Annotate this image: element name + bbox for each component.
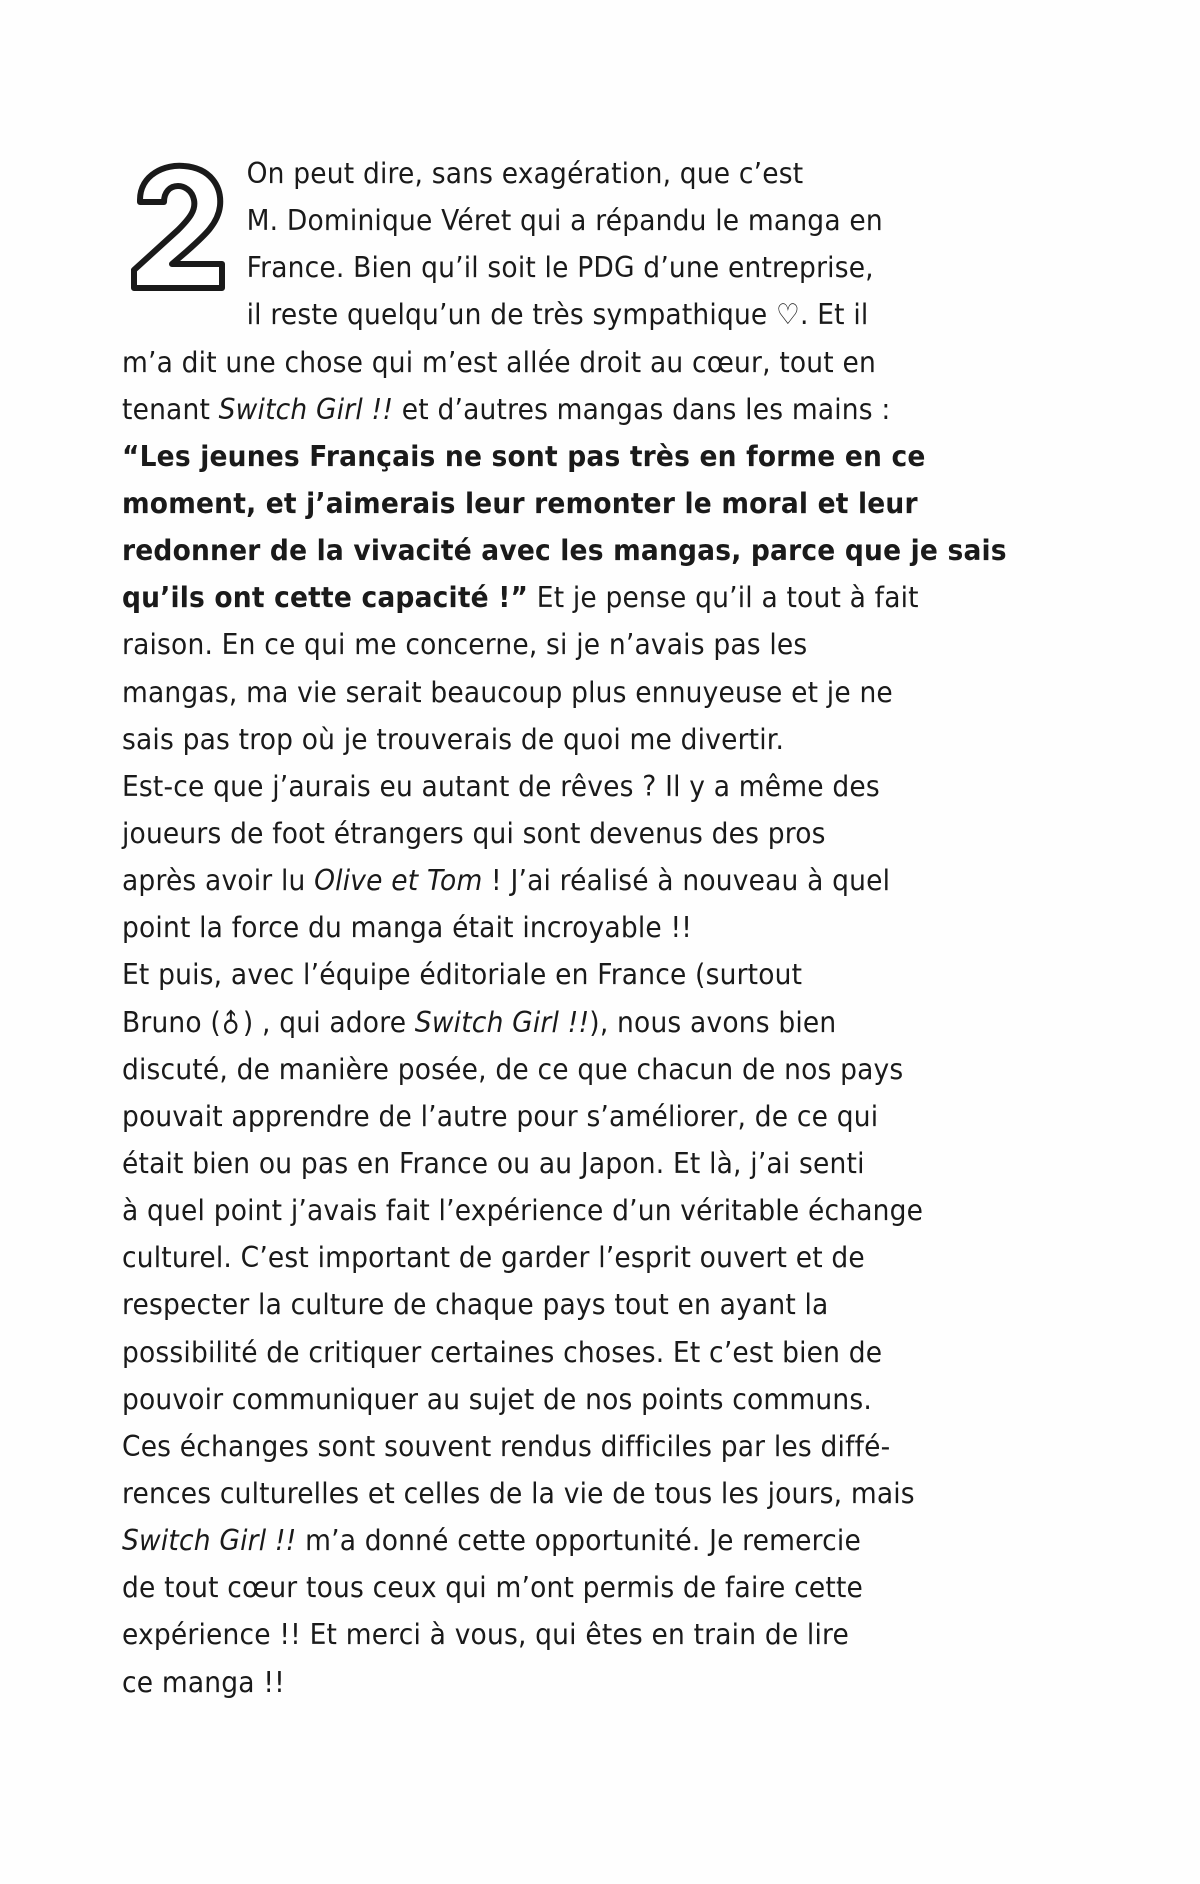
bold-quote-text: qu’ils ont cette capacité !”: [122, 581, 529, 615]
text-line: [122, 1659, 1033, 1706]
italic-title-text: Switch Girl !!: [414, 1005, 590, 1039]
text-run: m’a donné cette opportunité. Je remercie: [296, 1524, 861, 1558]
text-run: Et je pense qu’il a tout à fait: [528, 581, 919, 615]
heart-icon: ♡: [776, 298, 800, 332]
text-run: rences culturelles et celles de la vie de tous les jours, mais: [122, 1476, 915, 1510]
text-line: [122, 669, 1033, 716]
text-line: [122, 1093, 1033, 1140]
text-line: [122, 1234, 1033, 1281]
text-line: [122, 1281, 1033, 1328]
text-line: [122, 1046, 1033, 1093]
text-line: [122, 621, 1033, 668]
text-line: [122, 291, 1033, 338]
text-run: ce manga !!: [122, 1665, 285, 1699]
text-line: [122, 810, 1033, 857]
text-run: France. Bien qu’il soit le PDG d’une entreprise,: [246, 251, 874, 285]
text-line: [122, 339, 1033, 386]
text-run: Bruno (: [122, 1005, 221, 1039]
bold-quote-text: redonner de la vivacité avec les mangas, parce que je sais: [122, 534, 1007, 568]
text-run: pouvait apprendre de l’autre pour s’améliorer, de ce qui: [122, 1099, 879, 1133]
text-line: [122, 1517, 1033, 1564]
text-line: [122, 527, 1033, 574]
text-run: tenant: [122, 392, 219, 426]
text-run: pouvoir communiquer au sujet de nos points communs.: [122, 1382, 873, 1416]
text-line: [122, 197, 1033, 244]
bold-quote-text: “Les jeunes Français ne sont pas très en forme en ce: [122, 439, 926, 473]
text-line: [122, 716, 1033, 763]
text-run: m’a dit une chose qui m’est allée droit au cœur, tout en: [122, 345, 876, 379]
text-run: Est-ce que j’aurais eu autant de rêves ? Il y a même des: [122, 769, 880, 803]
text-run: après avoir lu: [122, 864, 315, 898]
text-run: M. Dominique Véret qui a répandu le manga en: [246, 204, 883, 238]
text-line: [122, 951, 1033, 998]
text-run: possibilité de critiquer certaines choses. Et c’est bien de: [122, 1335, 883, 1369]
text-run: ), nous avons bien: [589, 1005, 837, 1039]
italic-title-text: Switch Girl !!: [122, 1524, 297, 1558]
text-line: [122, 1376, 1033, 1423]
text-run: culturel. C’est important de garder l’esprit ouvert et de: [122, 1241, 865, 1275]
text-run: joueurs de foot étrangers qui sont devenus des pros: [122, 816, 826, 850]
text-run: mangas, ma vie serait beaucoup plus ennuyeuse et je ne: [122, 675, 893, 709]
text-line: [122, 244, 1033, 291]
text-line: [122, 904, 1033, 951]
text-run: Et puis, avec l’équipe éditoriale en France (surtout: [122, 958, 803, 992]
male-symbol-icon: ♂: [214, 1004, 250, 1043]
text-line: [122, 763, 1033, 810]
text-line: [122, 1564, 1033, 1611]
text-run: et d’autres mangas dans les mains :: [393, 392, 891, 426]
italic-title-text: Switch Girl !!: [218, 392, 394, 426]
text-line: [122, 1470, 1033, 1517]
text-run: de tout cœur tous ceux qui m’ont permis de faire cette: [122, 1571, 864, 1605]
italic-title-text: Olive et Tom: [314, 864, 483, 898]
text-run: . Et il: [799, 298, 869, 332]
text-line: [122, 999, 1033, 1046]
text-run: à quel point j’avais fait l’expérience d’un véritable échange: [122, 1194, 924, 1228]
text-line: [122, 1329, 1033, 1376]
text-line: [122, 574, 1033, 621]
text-line: [122, 1611, 1033, 1658]
text-line: [122, 1423, 1033, 1470]
text-run: ! J’ai réalisé à nouveau à quel: [482, 864, 891, 898]
text-run: On peut dire, sans exagération, que c’est: [246, 157, 804, 190]
text-run: point la force du manga était incroyable !!: [122, 911, 693, 945]
text-run: discuté, de manière posée, de ce que chacun de nos pays: [122, 1052, 904, 1086]
text-run: expérience !! Et merci à vous, qui êtes en train de lire: [122, 1618, 850, 1652]
text-line: [122, 433, 1033, 480]
text-line: [122, 150, 1033, 197]
text-line: [122, 386, 1033, 433]
text-run: raison. En ce qui me concerne, si je n’avais pas les: [122, 628, 808, 662]
text-line: [122, 857, 1033, 904]
text-run: respecter la culture de chaque pays tout en ayant la: [122, 1288, 829, 1322]
text-run: sais pas trop où je trouverais de quoi me divertir.: [122, 722, 785, 756]
text-line: [122, 1187, 1033, 1234]
text-line: [122, 480, 1033, 527]
text-run: Ces échanges sont souvent rendus difficiles par les diffé-: [122, 1429, 891, 1463]
text-line: [122, 1140, 1033, 1187]
afterword-text: [122, 150, 1102, 1706]
text-run: il reste quelqu’un de très sympathique: [246, 298, 777, 332]
text-run: ) , qui adore: [242, 1005, 415, 1039]
text-run: était bien ou pas en France ou au Japon. Et là, j’ai senti: [122, 1146, 865, 1180]
bold-quote-text: moment, et j’aimerais leur remonter le moral et leur: [122, 486, 918, 520]
